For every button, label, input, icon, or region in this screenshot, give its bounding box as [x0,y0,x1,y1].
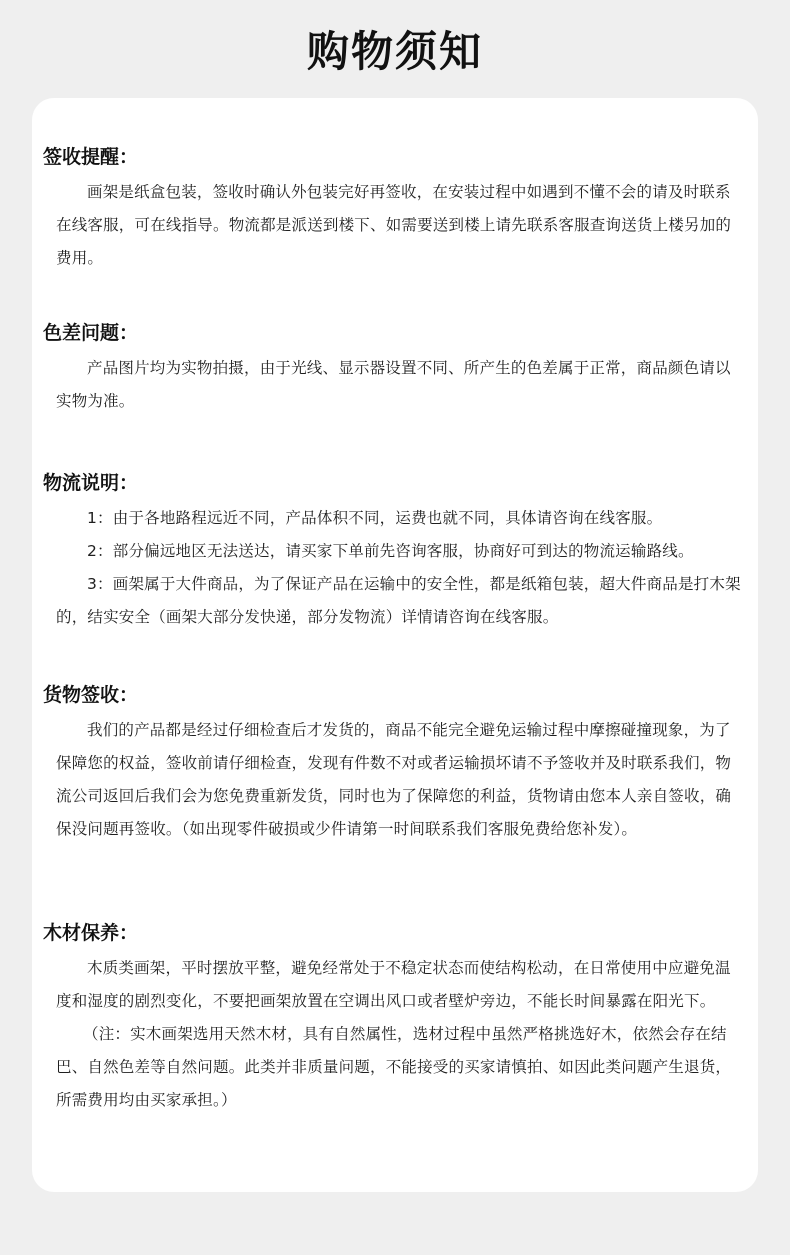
section-paragraph: 画架是纸盒包装，签收时确认外包装完好再签收，在安装过程中如遇到不懂不会的请及时联系在线客服，可在线指导。物流都是派送到楼下、如需要送到楼上请先联系客服查询送货上楼另加的费用。 [56,183,732,267]
notice-card [32,98,758,1192]
section-note-paragraph: （注：实木画架选用天然木材，具有自然属性，选材过程中虽然严格挑选好木，依然会存在结巴、自然色差等自然问题。此类并非质量问题，不能接受的买家请慎拍、如因此类问题产生退货，所需费用均由买家承担。） [56,1025,732,1109]
section-paragraph: 木质类画架，平时摆放平整，避免经常处于不稳定状态而使结构松动，在日常使用中应避免温度和湿度的剧烈变化，不要把画架放置在空调出风口或者壁炉旁边，不能长时间暴露在阳光下。 [56,959,731,1010]
section-wood-maintenance [43,920,743,1117]
page-title: 购物须知 [306,27,483,76]
section-color-difference [43,320,743,418]
section-logistics [43,470,743,634]
section-heading: 木材保养： [43,922,139,944]
section-paragraph: 1：由于各地路程远近不同，产品体积不同，运费也就不同，具体请咨询在线客服。 [87,509,663,527]
section-heading: 色差问题： [43,322,139,344]
section-heading: 物流说明： [43,472,139,494]
section-heading: 签收提醒： [43,146,139,168]
section-paragraph: 2：部分偏远地区无法送达，请买家下单前先咨询客服，协商好可到达的物流运输路线。 [87,542,694,560]
section-paragraph: 产品图片均为实物拍摄，由于光线、显示器设置不同、所产生的色差属于正常，商品颜色请以实物为准。 [56,359,731,410]
section-paragraph: 我们的产品都是经过仔细检查后才发货的，商品不能完全避免运输过程中摩擦碰撞现象，为了保障您的权益，签收前请仔细检查，发现有件数不对或者运输损坏请不予签收并及时联系我们，物流公司返回后我们会为您免费重新发货，同时也为了保障您的利益，货物请由您本人亲自签收，确保没问题再签收。（如出现零件破损或少件请第一时间联系我们客服免费给您补发）。 [56,721,732,838]
section-goods-receipt [43,682,743,846]
section-signing-reminder [43,144,743,275]
section-heading: 货物签收： [43,684,139,706]
section-paragraph: 3：画架属于大件商品，为了保证产品在运输中的安全性，都是纸箱包装，超大件商品是打木架的，结实安全（画架大部分发快递，部分发物流）详情请咨询在线客服。 [56,575,741,626]
